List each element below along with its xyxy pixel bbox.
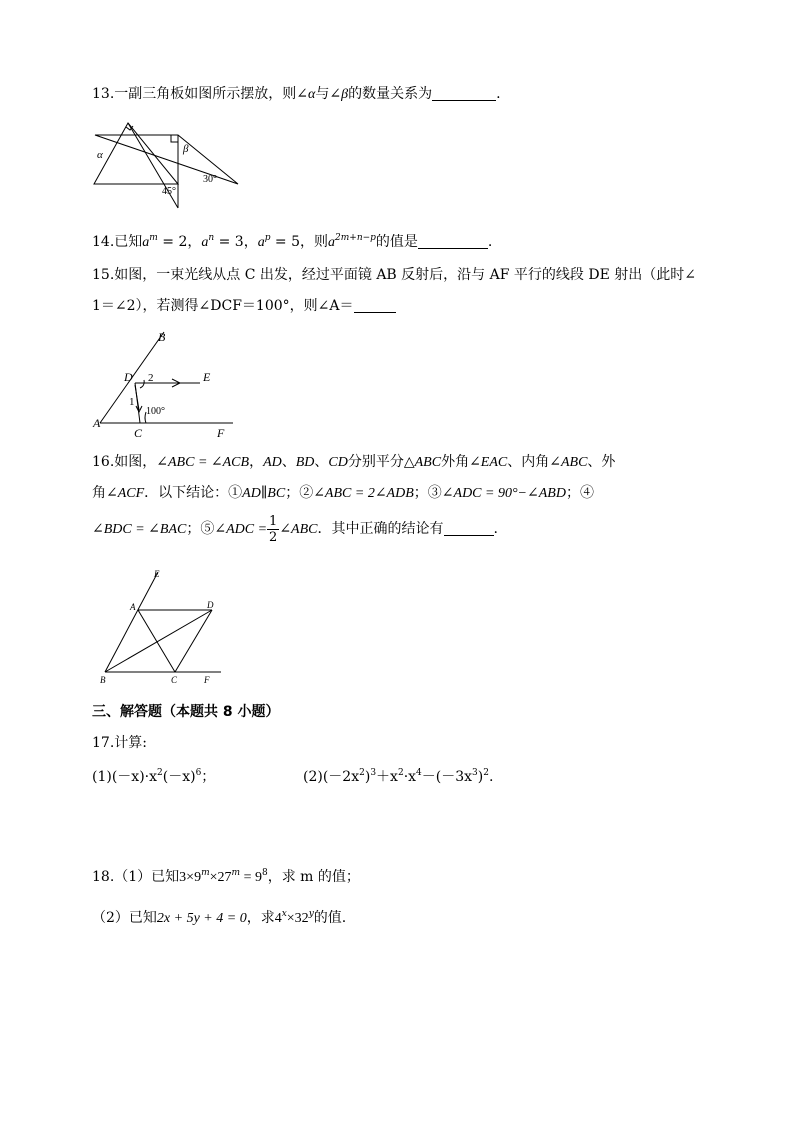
angle-45-label: 45°	[162, 186, 176, 197]
question-18-part2: （2）已知2x + 5y + 4 = 0，求$4^x\times 32^y$的值.	[92, 909, 347, 926]
point-A: A	[130, 602, 136, 612]
point-C: C	[171, 675, 178, 685]
figure-q15-mirror	[90, 328, 240, 440]
point-E: E	[154, 569, 160, 579]
angle-2-label: 2	[148, 372, 154, 384]
point-A: A	[93, 416, 101, 430]
question-17-part2: $(2)(-2x^2)^3+x^2\cdot x^4-(-3x^3)^2$.	[303, 768, 494, 785]
question-13-stem: 13.一副三角板如图所示摆放，则∠α与∠β的数量关系为 .	[92, 86, 501, 102]
figure-q13-triangle-set	[90, 118, 245, 210]
fraction-one-half: $\frac{1}{2}$	[269, 513, 278, 545]
question-15-line2: 1＝∠2），若测得∠DCF＝100°，则∠A＝	[92, 296, 396, 316]
question-17-title: 17.计算:	[92, 735, 147, 751]
answer-blank[interactable]	[354, 298, 396, 313]
figure-q16-quadrilateral	[95, 566, 230, 688]
section-heading: 三、解答题（本题共 8 小题）	[92, 704, 280, 720]
point-D: D	[207, 600, 214, 610]
question-16-line2: 角∠ACF．以下结论：①AD∥BC；②∠ABC = 2∠ADB；③∠ADC = 90°−∠ABD；④	[92, 485, 594, 501]
angle-30-label: 30°	[203, 174, 217, 185]
answer-blank[interactable]	[444, 521, 494, 536]
point-F: F	[217, 426, 225, 440]
point-F: F	[204, 675, 210, 685]
angle-1-label: 1	[129, 396, 135, 408]
answer-blank[interactable]	[432, 86, 496, 101]
point-B: B	[158, 330, 166, 344]
point-C: C	[134, 426, 143, 440]
alpha-label: α	[97, 149, 103, 161]
question-15-line1: 15.如图，一束光线从点 C 出发，经过平面镜 AB 反射后，沿与 AF 平行的线段 DE 射出（此时∠	[92, 267, 696, 283]
question-14-stem: 14.已知$a^m = 2$，$a^n = 3$，$a^p = 5$，则$a^{2m+n-p}$的值是 .	[92, 233, 493, 250]
point-B: B	[100, 675, 106, 685]
question-16-line3: ∠BDC = ∠BAC；⑤∠ADC = $\frac{1}{2}$ ∠ABC．其中正确的结论有 .	[92, 513, 498, 545]
question-16-line1: 16.如图，∠ABC = ∠ACB，AD、BD、CD分别平分△ABC外角∠EAC、内角∠ABC、外	[92, 454, 616, 470]
angle-100-label: 100°	[146, 406, 165, 417]
beta-label: β	[183, 143, 189, 155]
point-D: D	[124, 370, 133, 384]
point-E: E	[203, 370, 211, 384]
answer-blank[interactable]	[418, 234, 488, 249]
question-17-part1: $(1)(-x)\cdot x^2(-x)^6$；	[92, 768, 216, 785]
question-18-part1: 18.（1）已知$3\times 9^m\times 27^m = 9^8$，求 m 的值；	[92, 868, 360, 885]
